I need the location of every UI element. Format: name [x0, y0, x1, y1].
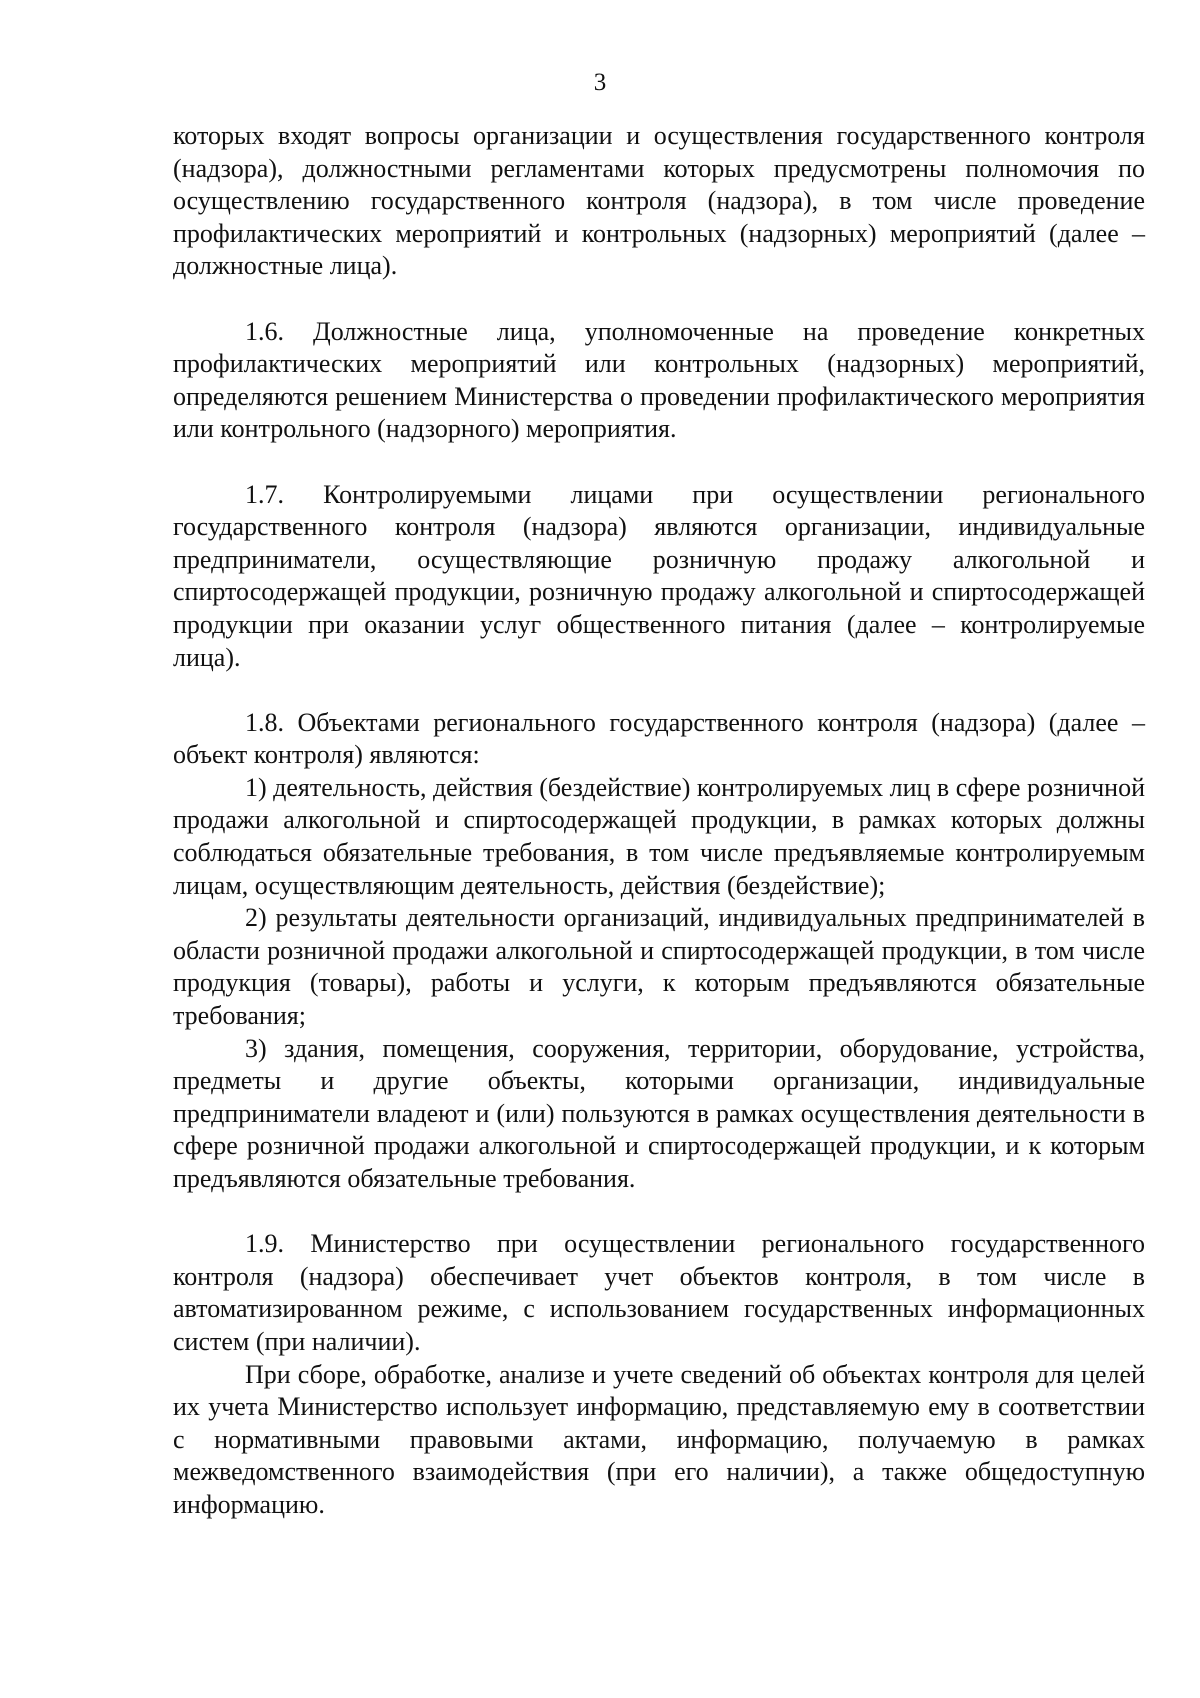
list-item-3: 3) здания, помещения, сооружения, территории, оборудование, устройства, предметы и другие объекты, которыми организации, индивидуальные предприниматели владеют и (или) пользуются в рамках осуществления деятельности в сфере розничной продажи алкогольной и спиртосодержащей продукции, и к которым предъявляются обязательные требования. — [173, 1033, 1145, 1193]
list-item-1: 1) деятельность, действия (бездействие) контролируемых лиц в сфере розничной продажи алкогольной и спиртосодержащей продукции, в рамках которых должны соблюдаться обязательные требования, в том числе предъявляемые контролируемым лицам, осуществляющим деятельность, действия (бездействие); — [173, 772, 1145, 900]
page-number: 3 — [593, 69, 607, 96]
list-item-2: 2) результаты деятельности организаций, индивидуальных предпринимателей в области розничной продажи алкогольной и спиртосодержащей продукции, в том числе продукция (товары), работы и услуги, к которым предъявляются обязательные требования; — [173, 903, 1145, 1031]
paragraph-1-9: 1.9. Министерство при осуществлении регионального государственного контроля (надзора) обеспечивает учет объектов контроля, в том числе в автоматизированном режиме, с использованием государственных информационных систем (при наличии). — [173, 1229, 1145, 1356]
paragraph-1-9-continuation: При сборе, обработке, анализе и учете сведений об объектах контроля для целей их учета Министерство использует информацию, представляемую ему в соответствии с нормативными правовыми актами, информацию, получаемую в рамках межведомственного взаимодействия (при его наличии), а также общедоступную информацию. — [173, 1359, 1145, 1519]
paragraph-1-8: 1.8. Объектами регионального государственного контроля (надзора) (далее – объект контроля) являются: — [173, 707, 1145, 770]
paragraph-1-7: 1.7. Контролируемыми лицами при осуществлении регионального государственного контроля (надзора) являются организации, индивидуальные предприниматели, осуществляющие розничную продажу алкогольной и спиртосодержащей продукции, розничную продажу алкогольной и спиртосодержащей продукции при оказании услуг общественного питания (далее – контролируемые лица). — [173, 479, 1145, 672]
paragraph-1-6: 1.6. Должностные лица, уполномоченные на проведение конкретных профилактических мероприятий или контрольных (надзорных) мероприятий, определяются решением Министерства о проведении профилактического мероприятия или контрольного (надзорного) мероприятия. — [173, 316, 1145, 444]
document-body — [173, 120, 1145, 1522]
paragraph-continuation: которых входят вопросы организации и осуществления государственного контроля (надзора), должностными регламентами которых предусмотрены полномочия по осуществлению государственного контроля (надзора), в том числе проведение профилактических мероприятий и контрольных (надзорных) мероприятий (далее – должностные лица). — [173, 121, 1145, 281]
